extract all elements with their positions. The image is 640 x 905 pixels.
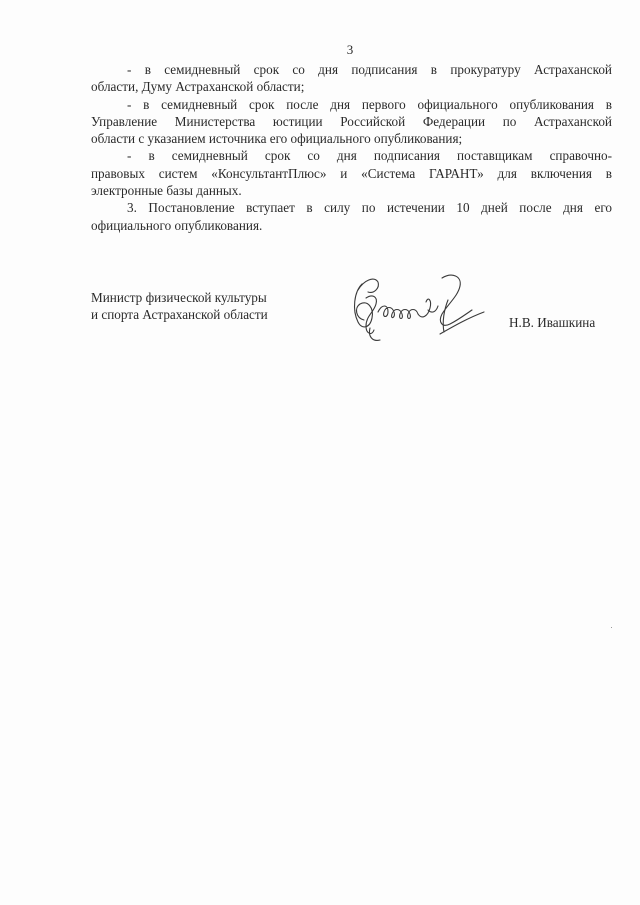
text-line: - в семидневный срок со дня подписания в прокуратуру Астраханской: [127, 62, 612, 77]
text-line: 3. Постановление вступает в силу по истечении 10 дней после дня его: [127, 200, 612, 216]
text-line: правовых систем «КонсультантПлюс» и «Система ГАРАНТ» для включения в: [91, 165, 612, 181]
handwritten-signature: [344, 270, 494, 342]
paragraph-effective-date: [91, 199, 612, 234]
text-line: области с указанием источника его официального опубликования;: [91, 131, 463, 147]
text-line: официального опубликования.: [91, 217, 263, 233]
page-number: 3: [346, 42, 354, 57]
text-line: - в семидневный срок после дня первого официального опубликования в: [127, 96, 612, 112]
paragraph-ministry-of-justice: [91, 96, 612, 148]
signatory-title-line: и спорта Астраханской области: [91, 307, 268, 323]
text-line: электронные базы данных.: [91, 183, 242, 199]
signatory-title-line: Министр физической культуры: [91, 290, 267, 305]
text-line: Управление Министерства юстиции Российской Федерации по Астраханской: [91, 113, 612, 129]
scan-speck: [611, 627, 612, 628]
signatory-name: Н.В. Ивашкина: [509, 315, 596, 330]
paragraph-prosecutor: [91, 61, 612, 96]
text-line: - в семидневный срок со дня подписания поставщикам справочно-: [127, 148, 612, 164]
paragraph-legal-systems: [91, 147, 612, 199]
signature-block: [91, 289, 612, 359]
signatory-title: [91, 289, 268, 324]
text-line: области, Думу Астраханской области;: [91, 79, 305, 95]
document-body: [91, 61, 612, 234]
